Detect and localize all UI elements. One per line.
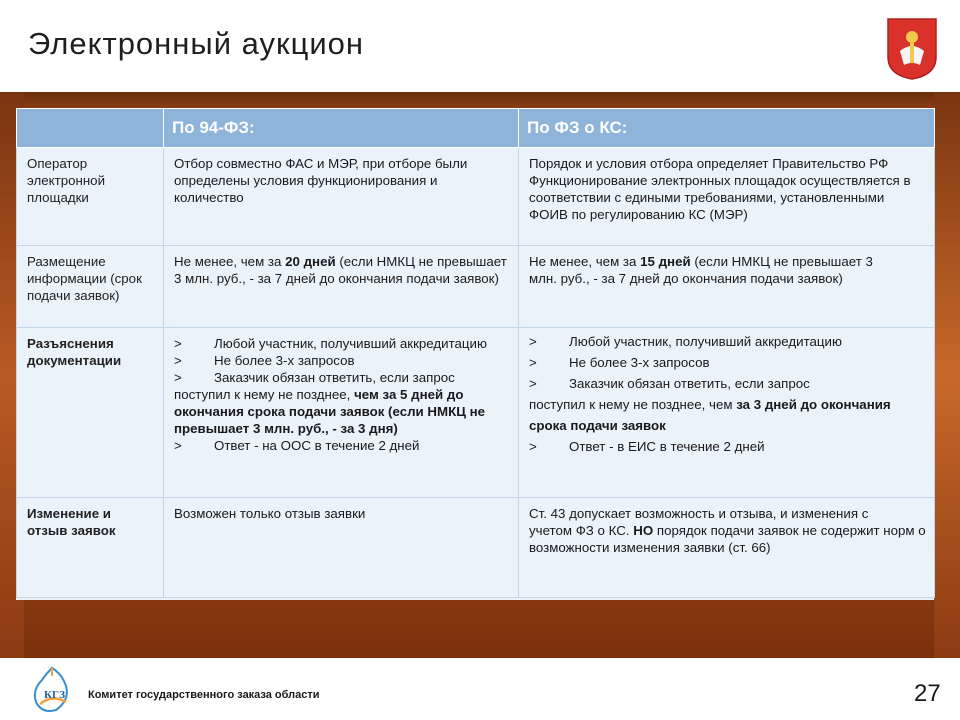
bullet-text: Не более 3-х запросов [569, 355, 710, 370]
table-row [17, 328, 935, 498]
cell-94fz-changes: Возможен только отзыв заявки [164, 498, 519, 598]
text-part: Не менее, чем за [529, 254, 641, 269]
row-label-clarification: Разъяснения документации [17, 328, 164, 498]
slide-title: Электронный аукцион [28, 26, 365, 61]
committee-name: Комитет государственного заказа области [88, 689, 320, 701]
bold-term: НО [633, 523, 654, 538]
text-part: (если НМКЦ не превышает 3 млн. руб., - за 7 дней до окончания подачи заявок) [174, 254, 507, 286]
bullet-item [529, 436, 926, 457]
bullet-marker: > [174, 353, 182, 368]
bullet-text: поступил к нему не позднее, чем [529, 397, 737, 412]
bullet-marker: > [529, 355, 537, 370]
bullet-marker: > [529, 439, 537, 454]
bold-term: за 3 дней до окончания срока подачи заявок [529, 397, 891, 433]
bullet-item [174, 335, 510, 352]
cell-ks-clarification [519, 328, 935, 498]
comparison-table [16, 108, 935, 598]
bullet-marker: > [529, 376, 537, 391]
bullet-marker: > [174, 438, 182, 453]
slide-header [0, 0, 960, 92]
text-part: Ст. 43 допускает возможность и отзыва, и изменения с [529, 506, 869, 521]
row-label-operator: Оператор электронной площадки [17, 148, 164, 246]
header-fz-ks: По ФЗ о КС: [519, 109, 935, 148]
cell-94fz-placement [164, 246, 519, 328]
bullet-item [529, 373, 926, 436]
cell-ks-changes [519, 498, 935, 598]
bullet-text: Заказчик обязан ответить, если запрос поступил к нему не позднее, [174, 370, 455, 402]
header-empty [17, 109, 164, 148]
row-label-placement: Размещение информации (срок подачи заявок) [17, 246, 164, 328]
text-part: порядок подачи заявок не содержит норм о возможности изменения заявки (ст. 66) [529, 523, 926, 555]
bullet-marker: > [174, 336, 182, 351]
text-part: Не менее, чем за [174, 254, 286, 269]
bullet-text: Заказчик обязан ответить, если запрос [569, 376, 810, 391]
coat-of-arms-icon [886, 17, 938, 81]
header-94fz: По 94-ФЗ: [164, 109, 519, 148]
bullet-item [529, 331, 926, 352]
row-label-changes: Изменение и отзыв заявок [17, 498, 164, 598]
table-row [17, 498, 935, 598]
page-number: 27 [914, 680, 941, 707]
logo-text: КГЗ [44, 689, 66, 701]
text-part: (если НМКЦ не превышает 3 [690, 254, 873, 269]
bullet-text: Ответ - в ЕИС в течение 2 дней [569, 439, 765, 454]
bullet-text: Любой участник, получивший аккредитацию [569, 334, 842, 349]
bold-term: 15 дней [640, 254, 691, 269]
text-part: учетом ФЗ о КС. [529, 523, 634, 538]
bullet-item [529, 352, 926, 373]
table-header-row [17, 109, 935, 148]
cell-94fz-clarification [164, 328, 519, 498]
bold-term: чем за 5 дней до окончания срока подачи заявок (если НМКЦ не превышает 3 млн. руб., - за 3 дня) [174, 387, 486, 436]
bullet-item [174, 352, 510, 369]
bullet-marker: > [174, 370, 182, 385]
committee-logo-icon [26, 664, 78, 716]
cell-ks-operator: Порядок и условия отбора определяет Правительство РФ Функционирование электронных площадок осуществляется в соответствии с едиными требованиями, установленными ФОИВ по регулированию КС (МЭР) [519, 148, 935, 246]
bullet-text: Ответ - на ООС в течение 2 дней [214, 438, 420, 453]
table-row [17, 246, 935, 328]
bold-term: 20 дней [285, 254, 336, 269]
table-row [17, 148, 935, 246]
bullet-marker: > [529, 334, 537, 349]
cell-ks-placement [519, 246, 935, 328]
cell-94fz-operator: Отбор совместно ФАС и МЭР, при отборе были определены условия функционирования и количество [164, 148, 519, 246]
bullet-item [174, 369, 510, 437]
text-part: млн. руб., - за 7 дней до окончания подачи заявок) [529, 271, 843, 286]
bullet-item [174, 437, 510, 454]
bullet-text: Любой участник, получивший аккредитацию [214, 336, 487, 351]
bullet-text: Не более 3-х запросов [214, 353, 355, 368]
